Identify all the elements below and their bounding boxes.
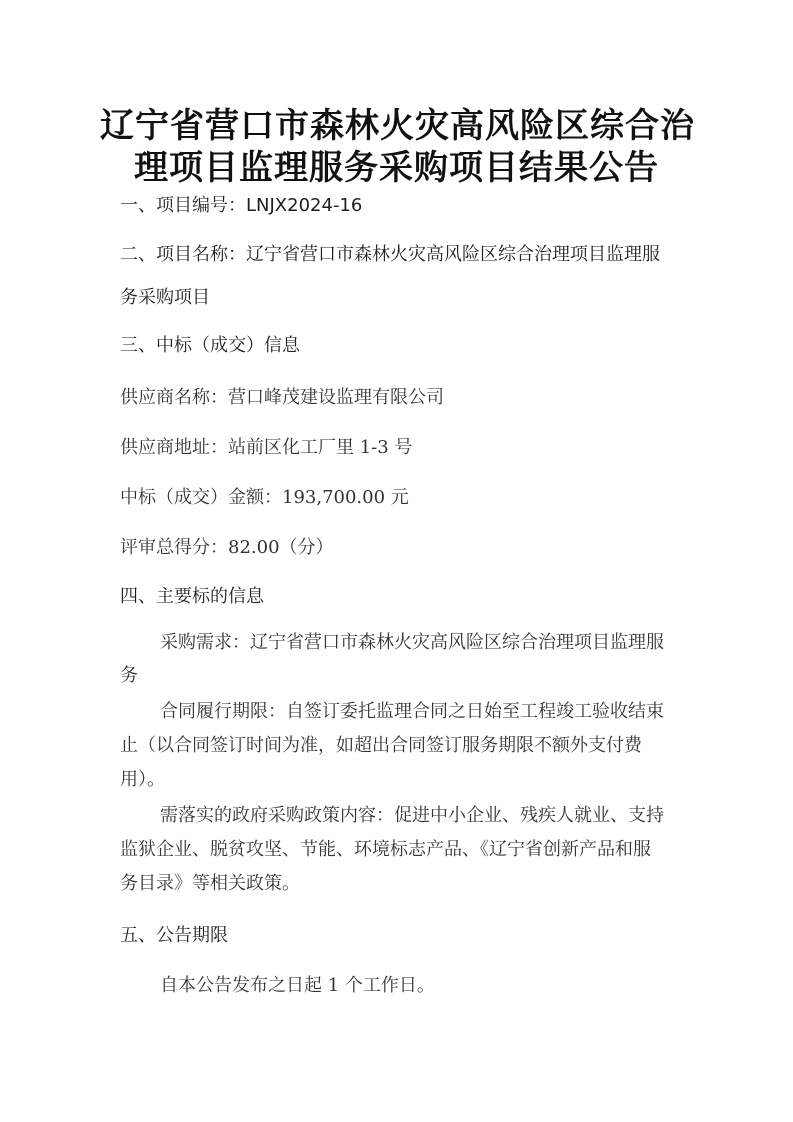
evaluation-score: 评审总得分：82.00（分） <box>120 537 334 558</box>
contract-period-line-1: 合同履行期限：自签订委托监理合同之日始至工程竣工验收结束 <box>160 701 664 722</box>
supplier-address: 供应商地址：站前区化工厂里 1-3 号 <box>120 437 413 458</box>
procurement-need-line-1: 采购需求：辽宁省营口市森林火灾高风险区综合治理项目监理服 <box>160 632 664 653</box>
section-3-heading: 三、中标（成交）信息 <box>120 335 300 356</box>
award-amount: 中标（成交）金额：193,700.00 元 <box>120 487 409 508</box>
document-title-line-2: 理项目监理服务采购项目结果公告 <box>134 148 659 188</box>
policy-line-1: 需落实的政府采购政策内容：促进中小企业、残疾人就业、支持 <box>160 805 664 826</box>
announcement-period-text: 自本公告发布之日起 1 个工作日。 <box>160 975 435 996</box>
supplier-name: 供应商名称：营口峰茂建设监理有限公司 <box>120 387 444 408</box>
document-title-line-1: 辽宁省营口市森林火灾高风险区综合治 <box>100 106 695 146</box>
contract-period-line-2: 止（以合同签订时间为准，如超出合同签订服务期限不额外支付费 <box>120 735 642 756</box>
policy-line-3: 务目录》等相关政策。 <box>120 873 300 894</box>
section-2-project-name-line-1: 二、项目名称：辽宁省营口市森林火灾高风险区综合治理项目监理服 <box>120 244 660 265</box>
section-2-project-name-line-2: 务采购项目 <box>120 287 210 308</box>
procurement-need-line-2: 务 <box>120 665 138 686</box>
contract-period-line-3: 用）。 <box>120 769 165 790</box>
policy-line-2: 监狱企业、脱贫攻坚、节能、环境标志产品、《辽宁省创新产品和服 <box>120 839 651 860</box>
section-4-heading: 四、主要标的信息 <box>120 586 264 607</box>
section-1-project-number: 一、项目编号：LNJX2024-16 <box>120 195 363 216</box>
section-5-heading: 五、公告期限 <box>120 925 228 946</box>
